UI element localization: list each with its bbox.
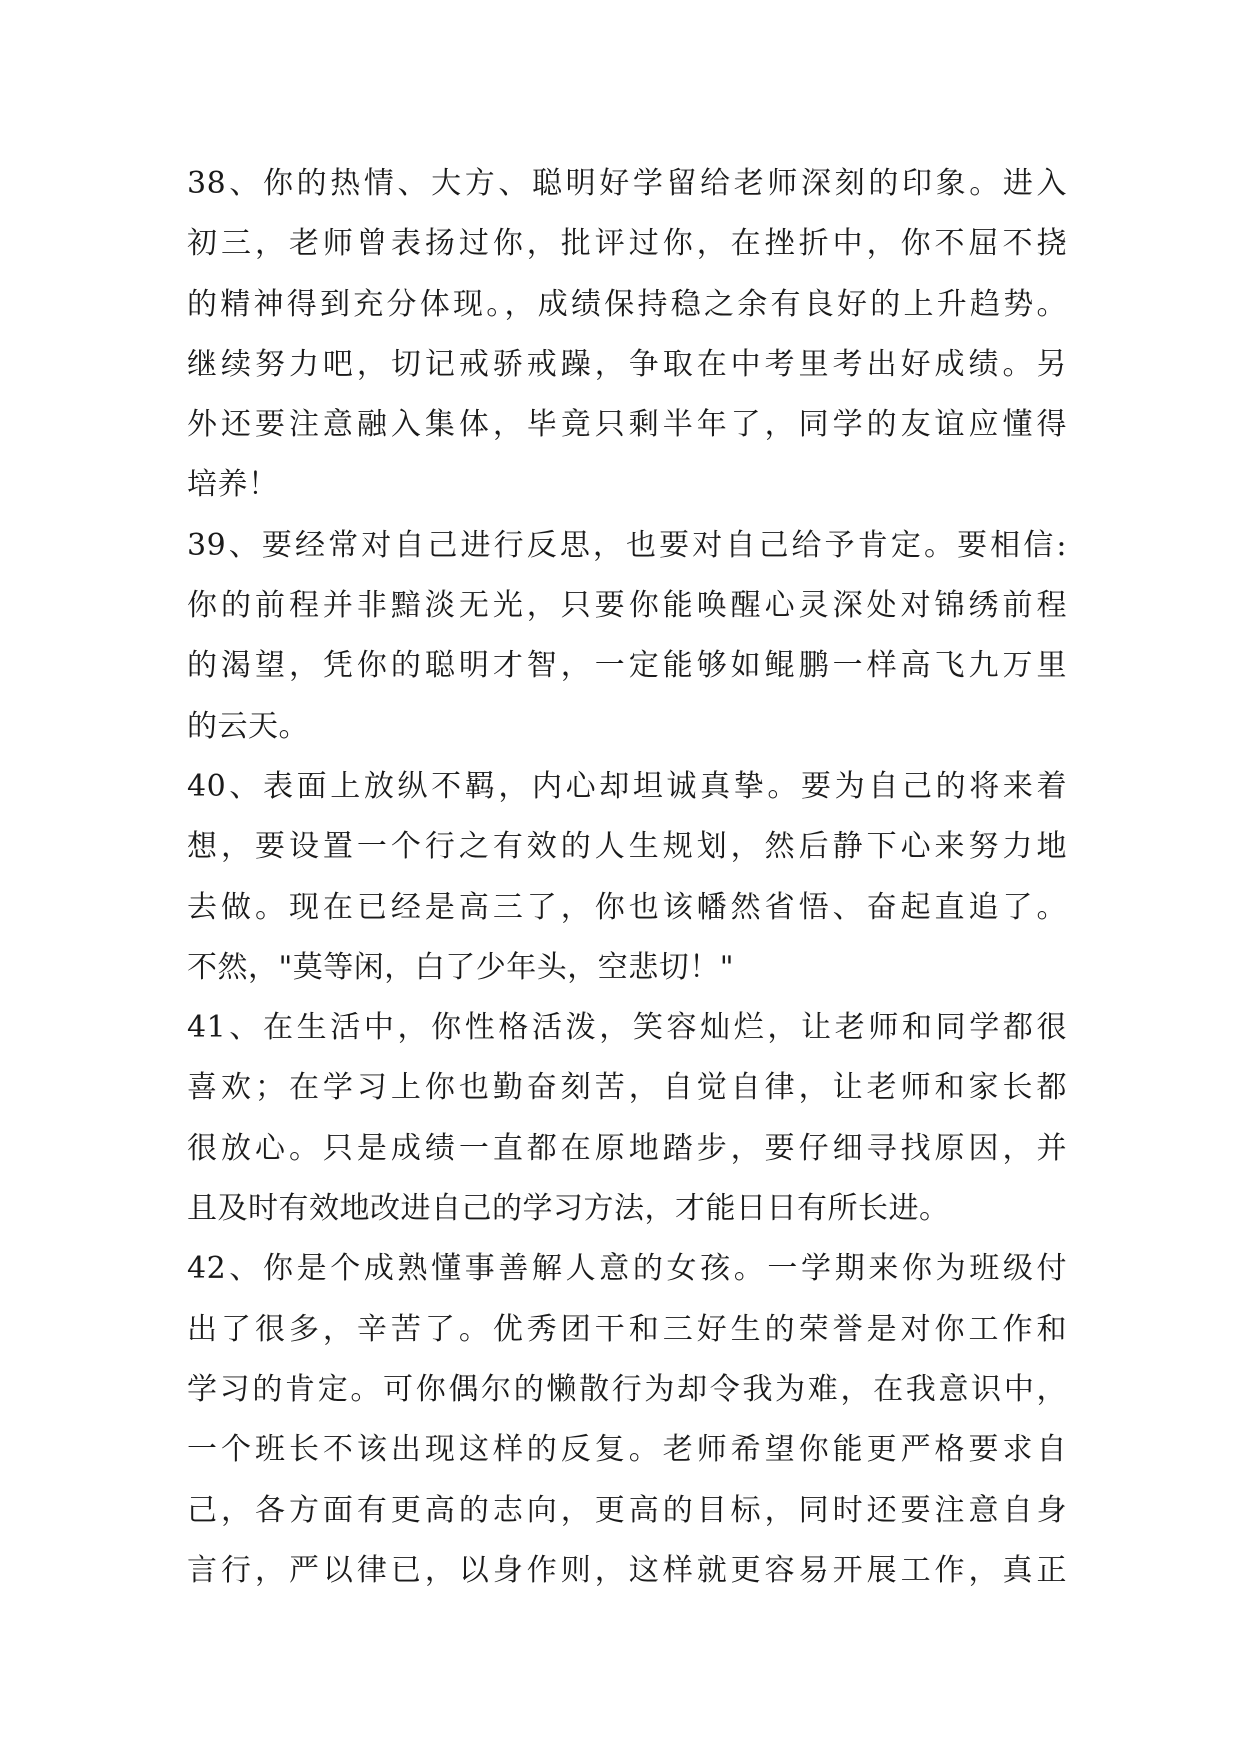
text-line: 一个班长不该出现这样的反复。老师希望你能更严格要求自	[187, 1432, 1067, 1468]
text-line: 外还要注意融入集体，毕竟只剩半年了，同学的友谊应懂得	[187, 407, 1067, 443]
paragraph-39	[187, 516, 1067, 757]
text-line: 不然，"莫等闲，白了少年头，空悲切！"	[187, 949, 735, 985]
text-line: 继续努力吧，切记戒骄戒躁，争取在中考里考出好成绩。另	[187, 346, 1067, 382]
text-line: 初三，老师曾表扬过你，批评过你，在挫折中，你不屈不挠	[187, 226, 1067, 262]
text-line: 且及时有效地改进自己的学习方法，才能日日有所长进。	[187, 1191, 950, 1227]
text-line: 想，要设置一个行之有效的人生规划，然后静下心来努力地	[187, 829, 1067, 865]
text-line: 40、表面上放纵不羁，内心却坦诚真挚。要为自己的将来着	[187, 768, 1067, 804]
text-line: 言行，严以律已，以身作则，这样就更容易开展工作，真正	[187, 1552, 1067, 1588]
text-line: 喜欢；在学习上你也勤奋刻苦，自觉自律，让老师和家长都	[187, 1070, 1067, 1106]
text-line: 38、你的热情、大方、聪明好学留给老师深刻的印象。进入	[187, 166, 1067, 201]
paragraph-41	[187, 998, 1067, 1239]
text-line: 的精神得到充分体现。，成绩保持稳之余有良好的上升趋势。	[187, 286, 1067, 322]
paragraph-42	[187, 1239, 1067, 1601]
text-line: 己，各方面有更高的志向，更高的目标，同时还要注意自身	[187, 1492, 1067, 1528]
text-line: 41、在生活中，你性格活泼，笑容灿烂，让老师和同学都很	[187, 1010, 1067, 1046]
text-line: 的渴望，凭你的聪明才智，一定能够如鲲鹏一样高飞九万里	[187, 648, 1067, 684]
paragraph-38	[187, 154, 1067, 516]
text-line: 很放心。只是成绩一直都在原地踏步，要仔细寻找原因，并	[187, 1130, 1067, 1166]
text-line: 去做。现在已经是高三了，你也该幡然省悟、奋起直追了。	[187, 889, 1067, 925]
text-line: 培养！	[187, 467, 279, 503]
text-line: 42、你是个成熟懂事善解人意的女孩。一学期来你为班级付	[187, 1251, 1067, 1287]
text-line: 的云天。	[187, 708, 309, 744]
text-line: 学习的肯定。可你偶尔的懒散行为却令我为难，在我意识中，	[187, 1371, 1067, 1407]
text-line: 你的前程并非黯淡无光，只要你能唤醒心灵深处对锦绣前程	[187, 588, 1067, 624]
text-line: 39、要经常对自己进行反思，也要对自己给予肯定。要相信:	[187, 527, 1067, 563]
paragraph-40	[187, 757, 1067, 998]
text-line: 出了很多，辛苦了。优秀团干和三好生的荣誉是对你工作和	[187, 1311, 1067, 1347]
document-body	[187, 154, 1067, 1601]
